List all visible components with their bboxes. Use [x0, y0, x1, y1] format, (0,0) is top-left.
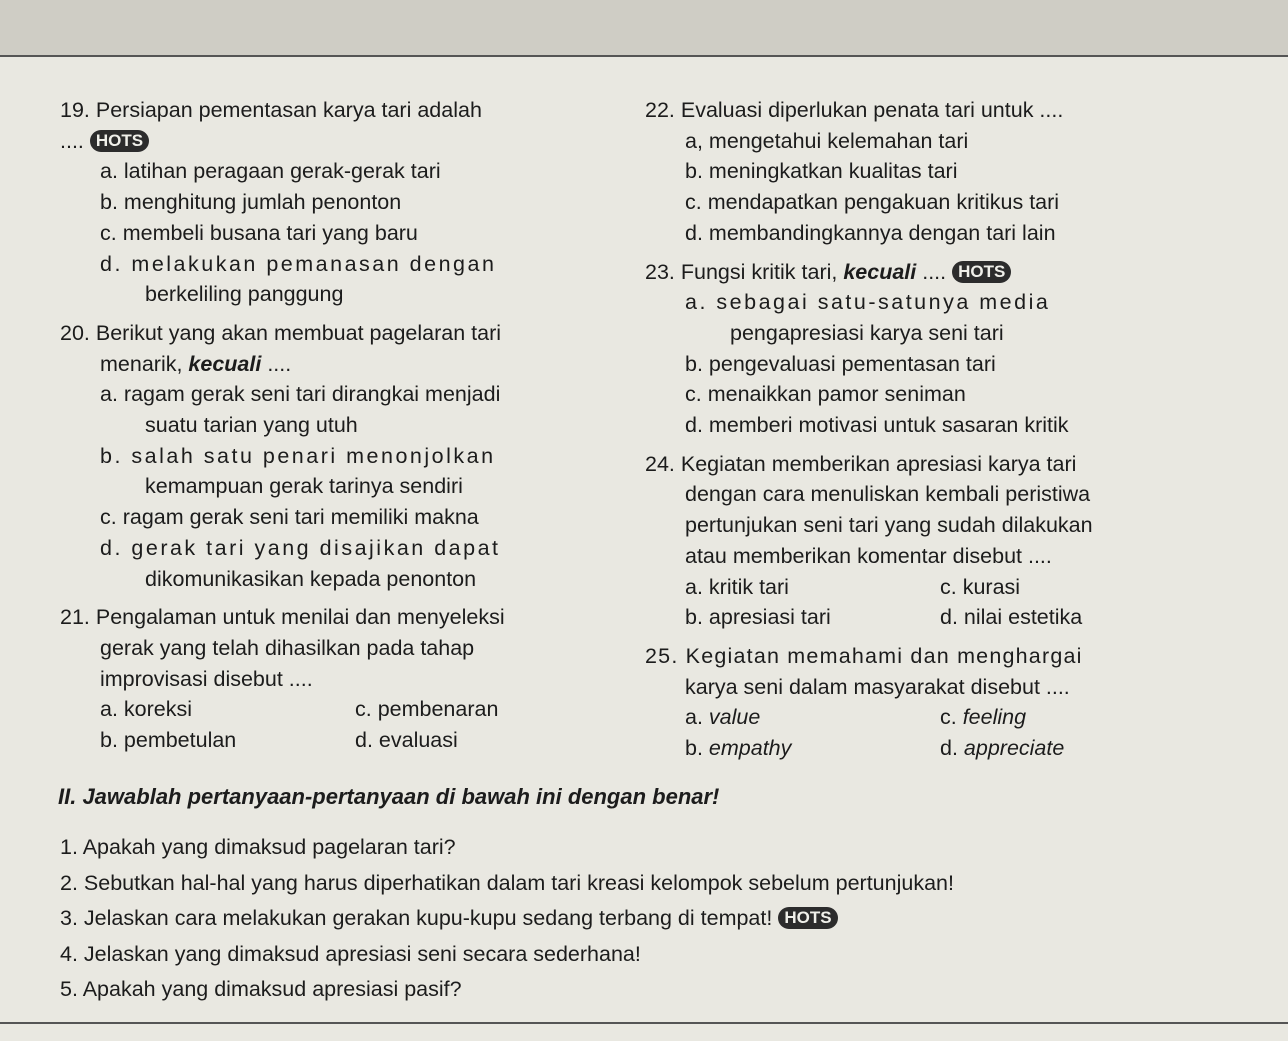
answer-option: a. kritik tari: [685, 574, 789, 599]
answer-option: a. latihan peragaan gerak-gerak tari: [100, 159, 441, 184]
answer-option: c. kurasi: [940, 574, 1021, 599]
answer-option: b. pengevaluasi pementasan tari: [685, 351, 996, 376]
answer-option: b. apresiasi tari: [685, 605, 831, 630]
answer-option: a. koreksi: [100, 697, 193, 722]
question-text: 22. Evaluasi diperlukan penata tari untuk ....: [645, 98, 1064, 122]
answer-option: c. ragam gerak seni tari memiliki makna: [100, 505, 479, 530]
question-text: 24. Kegiatan memberikan apresiasi karya tari: [645, 451, 1077, 476]
answer-option: b. salah satu penari menonjolkan: [100, 443, 496, 468]
answer-option-row: [645, 602, 1205, 633]
essay-question: 3. Jelaskan cara melakukan gerakan kupu-kupu sedang terbang di tempat! HOTS: [60, 901, 954, 937]
answer-option: d. nilai estetika: [940, 605, 1083, 630]
right-column: [645, 95, 1205, 764]
question-gap: [645, 441, 1205, 449]
question-text: menarik, kecuali ....: [100, 351, 292, 376]
answer-option: c. feeling: [940, 705, 1027, 730]
answer-option: d. appreciate: [940, 736, 1065, 761]
answer-option-row: [60, 694, 620, 725]
answer-option: b. empathy: [685, 736, 792, 761]
answer-option: d. gerak tari yang disajikan dapat: [100, 535, 501, 560]
question-text: 20. Berikut yang akan membuat pagelaran tari: [60, 320, 502, 345]
answer-option: b. pembetulan: [100, 728, 237, 753]
answer-option: a, mengetahui kelemahan tari: [685, 128, 969, 153]
answer-option: suatu tarian yang utuh: [145, 413, 358, 438]
answer-option: c. pembenaran: [355, 697, 499, 722]
question-text: 21. Pengalaman untuk menilai dan menyeleksi: [60, 605, 505, 630]
essay-question: 1. Apakah yang dimaksud pagelaran tari?: [60, 835, 456, 859]
answer-option: c. membeli busana tari yang baru: [100, 220, 418, 245]
answer-option: pengapresiasi karya seni tari: [730, 320, 1004, 345]
answer-option-row: [60, 725, 620, 756]
bottom-divider: [0, 1022, 1288, 1024]
left-column: [60, 95, 620, 756]
question-text: 19. Persiapan pementasan karya tari adalah: [60, 98, 482, 122]
answer-option: c. mendapatkan pengakuan kritikus tari: [685, 190, 1060, 215]
answer-option: d. memberi motivasi untuk sasaran kritik: [685, 413, 1069, 438]
answer-option: berkeliling panggung: [145, 282, 344, 307]
answer-option-row: [645, 733, 1205, 764]
answer-option: c. menaikkan pamor seniman: [685, 382, 966, 407]
question-gap: [60, 310, 620, 318]
answer-option: a. value: [685, 705, 761, 730]
answer-option-row: [645, 572, 1205, 603]
hots-badge: HOTS: [778, 907, 837, 929]
question-text: 25. Kegiatan memahami dan menghargai: [645, 643, 1083, 668]
question-text: .... HOTS: [60, 126, 620, 157]
essay-question: 4. Jelaskan yang dimaksud apresiasi seni secara sederhana!: [60, 941, 641, 966]
top-divider: [0, 55, 1288, 57]
question-text: pertunjukan seni tari yang sudah dilakukan: [685, 513, 1093, 538]
answer-option: d. melakukan pemanasan dengan: [100, 251, 497, 276]
question-gap: [645, 633, 1205, 641]
answer-option: dikomunikasikan kepada penonton: [145, 566, 477, 591]
answer-option: kemampuan gerak tarinya sendiri: [145, 474, 463, 499]
essay-question: 2. Sebutkan hal-hal yang harus diperhatikan dalam tari kreasi kelompok sebelum pertunjukan!: [60, 870, 954, 895]
question-text: karya seni dalam masyarakat disebut ....: [685, 674, 1070, 699]
answer-option: b. meningkatkan kualitas tari: [685, 159, 958, 184]
question-text: improvisasi disebut ....: [100, 666, 313, 691]
answer-option: a. ragam gerak seni tari dirangkai menjadi: [100, 382, 501, 407]
essay-question: 5. Apakah yang dimaksud apresiasi pasif?: [60, 977, 462, 1001]
question-gap: [60, 594, 620, 602]
section-title: II. Jawablah pertanyaan-pertanyaan di bawah ini dengan benar!: [58, 784, 720, 809]
answer-option: d. membandingkannya dengan tari lain: [685, 220, 1056, 245]
answer-option: d. evaluasi: [355, 728, 458, 753]
question-text: dengan cara menuliskan kembali peristiwa: [685, 482, 1091, 507]
essay-questions: [60, 830, 954, 1008]
question-text: 23. Fungsi kritik tari, kecuali .... HOTS: [645, 257, 1205, 288]
hots-badge: HOTS: [952, 261, 1011, 283]
hots-badge: HOTS: [90, 130, 149, 152]
answer-option: b. menghitung jumlah penonton: [100, 190, 402, 215]
question-text: atau memberikan komentar disebut ....: [685, 543, 1052, 568]
answer-option-row: [645, 702, 1205, 733]
answer-option: a. sebagai satu-satunya media: [685, 290, 1051, 315]
question-gap: [645, 249, 1205, 257]
question-text: gerak yang telah dihasilkan pada tahap: [100, 635, 475, 660]
